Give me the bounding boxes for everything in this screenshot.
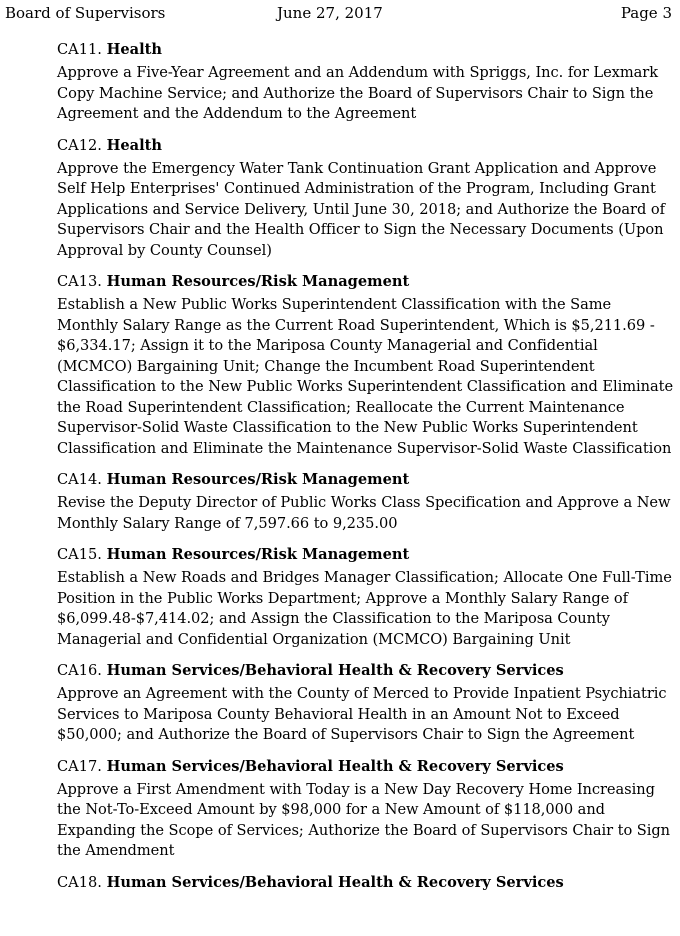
agenda-item-ca15 — [57, 545, 675, 650]
agenda-item-department: Health — [106, 41, 162, 58]
agenda-item-ca11 — [57, 40, 675, 125]
agenda-item-ca14 — [57, 470, 675, 534]
agenda-item-heading — [57, 40, 675, 60]
agenda-item-heading — [57, 757, 675, 777]
consent-agenda-list — [57, 40, 675, 904]
agenda-item-description: Approve a First Amendment with Today is a New Day Recovery Home Increasing the Not-To-Exceed Amount by $98,000 for a New Amount of $118,000 and Expanding the Scope of Services; Authorize the Board of Supervisors Chair to Sign the Amendment — [57, 780, 671, 859]
agenda-item-number: CA13. — [57, 273, 102, 290]
agenda-item-number: CA18. — [57, 873, 102, 891]
agenda-item-heading — [57, 873, 675, 893]
agenda-item-ca12 — [57, 136, 675, 262]
header-date: June 27, 2017 — [277, 4, 383, 22]
agenda-item-description: Revise the Deputy Director of Public Works Class Specification and Approve a New Monthly Salary Range of 7,597.66 to 9,235.00 — [57, 494, 671, 532]
agenda-item-department: Human Services/Behavioral Health & Recovery Services — [106, 757, 564, 775]
agenda-item-number: CA14. — [57, 471, 102, 488]
agenda-item-heading — [57, 470, 675, 490]
agenda-item-number: CA12. — [57, 136, 102, 154]
agenda-item-number: CA11. — [57, 41, 102, 58]
agenda-item-number: CA16. — [57, 662, 102, 679]
agenda-item-description: Establish a New Public Works Superintendent Classification with the Same Monthly Salary Range as the Current Road Superintendent, Which is $5,211.69 - $6,334.17; Assign it to the Mariposa County Managerial and Confidential (MCMCO) Bargaining Unit; Change the Incumbent Road Superintendent Classification to the New Public Works Superintendent Classification and Eliminate the Road Superintendent Classification; Reallocate the Current Maintenance Supervisor-Solid Waste Classification to the New Public Works Superintendent Classification and Eliminate the Maintenance Supervisor-Solid Waste Classification — [57, 296, 674, 457]
agenda-item-heading — [57, 661, 675, 681]
agenda-item-heading — [57, 136, 675, 156]
agenda-item-description: Approve the Emergency Water Tank Continuation Grant Application and Approve Self Help Enterprises' Continued Administration of the Program, Including Grant Applications and Service Delivery, Until June 30, 2018; and Authorize the Board of Supervisors Chair and the Health Officer to Sign the Necessary Documents (Upon Approval by County Counsel) — [57, 159, 665, 259]
header-board-name: Board of Supervisors — [5, 4, 166, 22]
agenda-item-heading — [57, 545, 675, 565]
agenda-item-department: Human Services/Behavioral Health & Recovery Services — [106, 662, 564, 679]
agenda-item-ca17 — [57, 757, 675, 862]
agenda-item-department: Health — [106, 136, 162, 154]
agenda-item-number: CA15. — [57, 546, 102, 563]
agenda-item-description: Approve an Agreement with the County of Merced to Provide Inpatient Psychiatric Services to Mariposa County Behavioral Health in an Amount Not to Exceed $50,000; and Authorize the Board of Supervisors Chair to Sign the Agreement — [57, 685, 667, 743]
header-page-number: Page 3 — [620, 4, 672, 22]
agenda-item-ca18 — [57, 873, 675, 893]
agenda-item-department: Human Resources/Risk Management — [106, 273, 410, 290]
agenda-item-department: Human Services/Behavioral Health & Recovery Services — [106, 873, 564, 891]
agenda-item-ca16 — [57, 661, 675, 746]
agenda-item-description: Approve a Five-Year Agreement and an Addendum with Spriggs, Inc. for Lexmark Copy Machine Service; and Authorize the Board of Supervisors Chair to Sign the Agreement and the Addendum to the Agreement — [57, 64, 658, 122]
agenda-item-department: Human Resources/Risk Management — [106, 546, 410, 563]
agenda-item-heading — [57, 272, 675, 292]
agenda-item-ca13 — [57, 272, 675, 459]
agenda-item-description: Establish a New Roads and Bridges Manager Classification; Allocate One Full-Time Position in the Public Works Department; Approve a Monthly Salary Range of $6,099.48-$7,414.02; and Assign the Classification to the Mariposa County Managerial and Confidential Organization (MCMCO) Bargaining Unit — [57, 569, 672, 648]
page-header — [0, 3, 680, 25]
agenda-item-number: CA17. — [57, 757, 102, 775]
agenda-item-department: Human Resources/Risk Management — [106, 471, 410, 488]
